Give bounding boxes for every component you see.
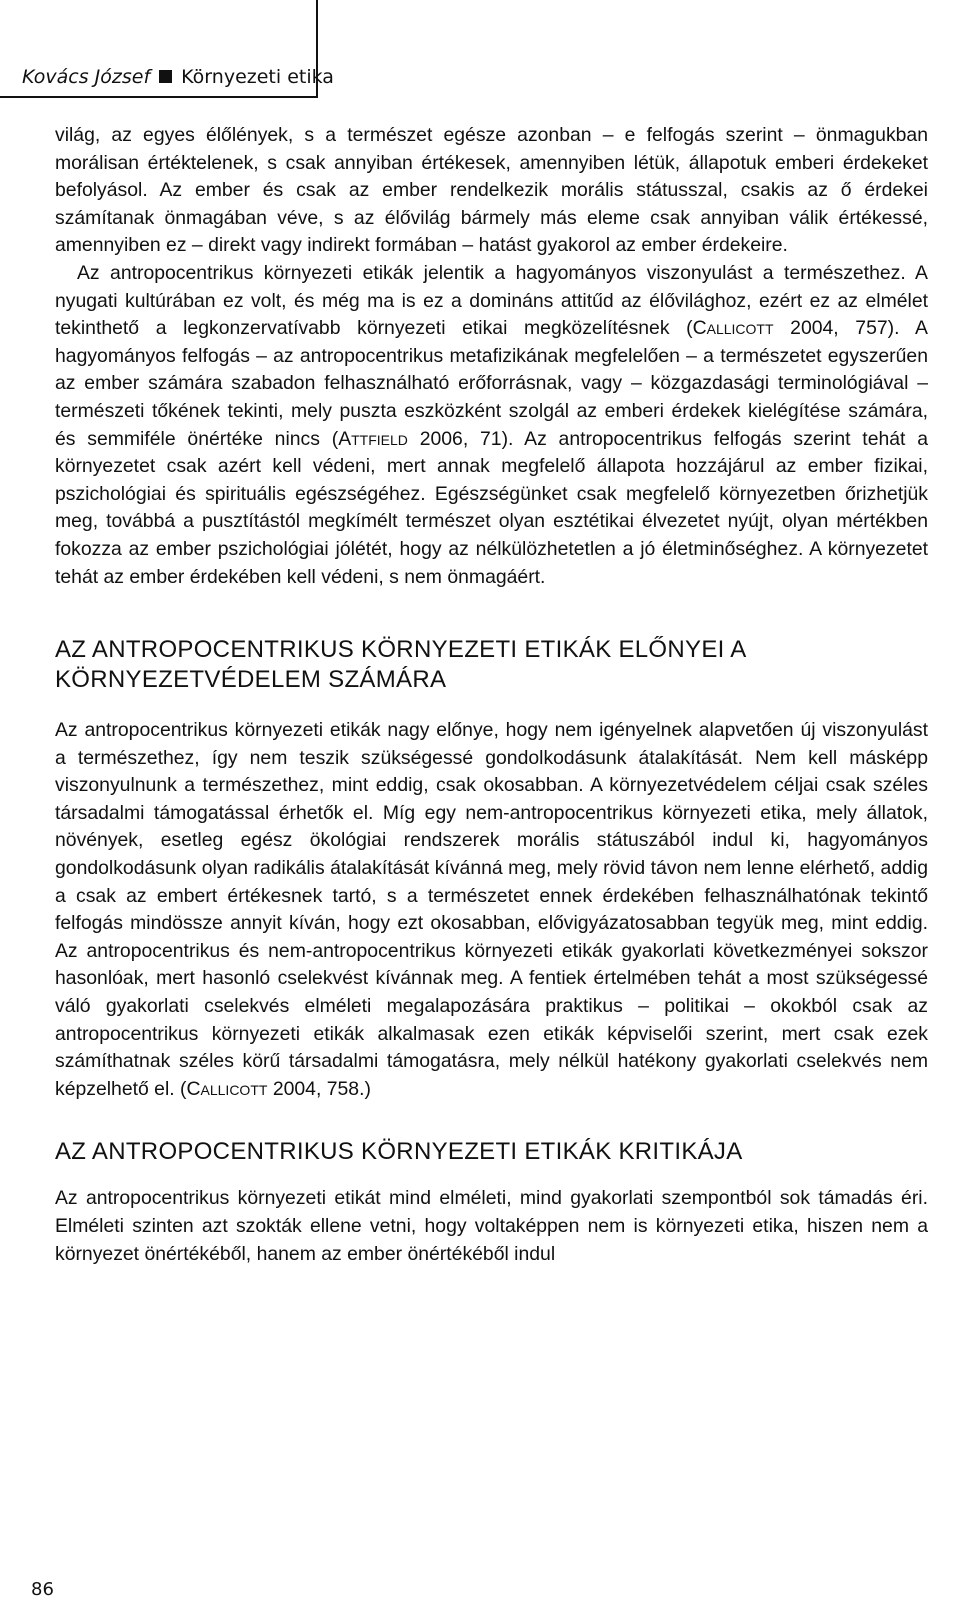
citation-author: Attfield — [338, 427, 408, 450]
header-author: Kovács József — [22, 66, 151, 88]
paragraph-advantages — [55, 717, 928, 1103]
header-title: Környezeti etika — [181, 66, 334, 88]
page-number: 86 — [31, 1579, 54, 1600]
citation-author: Callicott — [186, 1077, 268, 1100]
paragraph-continued: világ, az egyes élőlények, s a természet egésze azonban – e felfogás szerint – önmagukban morálisan értéktelenek, s csak annyiban értékesek, amennyiben létük, állapotuk emberi érdekeket befolyásol. Az ember és csak az ember rendelkezik morális státusszal, csakis az ő érdekei számítanak önmagában véve, s az élővilág bármely más eleme csak annyiban válik értékessé, amennyiben ez – direkt vagy indirekt formában – hatást gyakorol az ember érdekeire. — [55, 124, 928, 257]
paragraph-text: 2004, 758.) — [267, 1077, 371, 1100]
paragraph-text: Az antropocentrikus környezeti etikák nagy előnye, hogy nem igényelnek alapvetően új viszonyulást a természethez, így nem teszik szükségessé gondolkodásunk átalakítását. Nem kell másképp viszonyulnunk a természethez, mint eddig, csak okosabban. A környezetvédelem céljai csak széles társadalmi támogatással érhetők el. Míg egy nem-antropocentrikus környezeti etika, mely állatok, növények, esetleg egész ökológiai rendszerek morális státuszából indul ki, hagyományos gondolkodásunk olyan radikális átalakítását kívánná meg, mely rövid távon nem lenne elérhető, addig a csak az embert értékesnek tartó, s a természetet ennek érdekében felhasználhatónak tekintő felfogás mindössze annyit kíván, hogy ezt okosabban, elővigyázatosabban tegyük meg, mint eddig. Az antropocentrikus és nem-antropocentrikus környezeti etikák gyakorlati következményei sokszor hasonlóak, mert hasonló cselekvést kívánnak meg. A fentiek értelmében tehát a most szükségessé váló gyakorlati cselekvés elméleti megalapozására praktikus – politikai – okokból csak az antropocentrikus környezeti etikák alkalmasak ezen etikák képviselői szerint, mert csak ezek számíthatnak széles körű társadalmi támogatásra, mely nélkül hatékony gyakorlati cselekvés nem képzelhető el. ( — [55, 719, 928, 1100]
header-separator-square — [159, 70, 172, 83]
section-heading-criticism: AZ ANTROPOCENTRIKUS KÖRNYEZETI ETIKÁK KRITIKÁJA — [55, 1138, 743, 1166]
paragraph-text: 2006, 71). Az antropocentrikus felfogás szerint tehát a környezetet csak azért kell védeni, mert annak megfelelő állapota hozzájárul az ember fizikai, pszichológiai és spirituális egészségéhez. Egészségünket csak megfelelő környezetben őrizhetjük meg, továbbá a pusztítástól megkímélt természet olyan esztétikai élvezetet nyújt, olyan mértékben fokozza az ember pszichológiai jólétét, hogy az nélkülözhetetlen a jó életminőséghez. A környezetet tehát az ember érdekében kell védeni, s nem önmagáért. — [55, 427, 929, 588]
running-header — [22, 66, 334, 88]
paragraph-criticism: Az antropocentrikus környezeti etikát mind elméleti, mind gyakorlati szempontból sok támadás éri. Elméleti szinten azt szokták ellene vetni, hogy voltaképpen nem is környezeti etika, hiszen nem a környezet önértékéből, hanem az ember önértékéből indul — [55, 1187, 928, 1265]
paragraph-anthropocentric-ethics — [55, 260, 928, 591]
paragraph-text: 2004, 757). A hagyományos felfogás – az antropocentrikus metafizikának megfelelően – a természetet egyszerűen az ember számára szabadon felhasználható erőforrásnak, vagy – közgazdasági terminológiával – természeti tőkének tekinti, mely puszta eszközként szolgál az emberi érdekek kielégítése számára, és semmiféle önértéke nincs ( — [55, 317, 928, 450]
section-heading-advantages: AZ ANTROPOCENTRIKUS KÖRNYEZETI ETIKÁK ELŐNYEI A KÖRNYEZETVÉDELEM SZÁMÁRA — [55, 636, 746, 694]
page-body — [55, 122, 928, 1268]
paragraph-text: Az antropocentrikus környezeti etikák jelentik a hagyományos viszonyulást a természethez. A nyugati kultúrában ez volt, és még ma is ez a domináns attitűd az élővilághoz, ezért ez az elmélet tekinthető a legkonzervatívabb környezeti etikai megközelítésnek ( — [55, 261, 928, 340]
citation-author: Callicott — [692, 317, 774, 340]
